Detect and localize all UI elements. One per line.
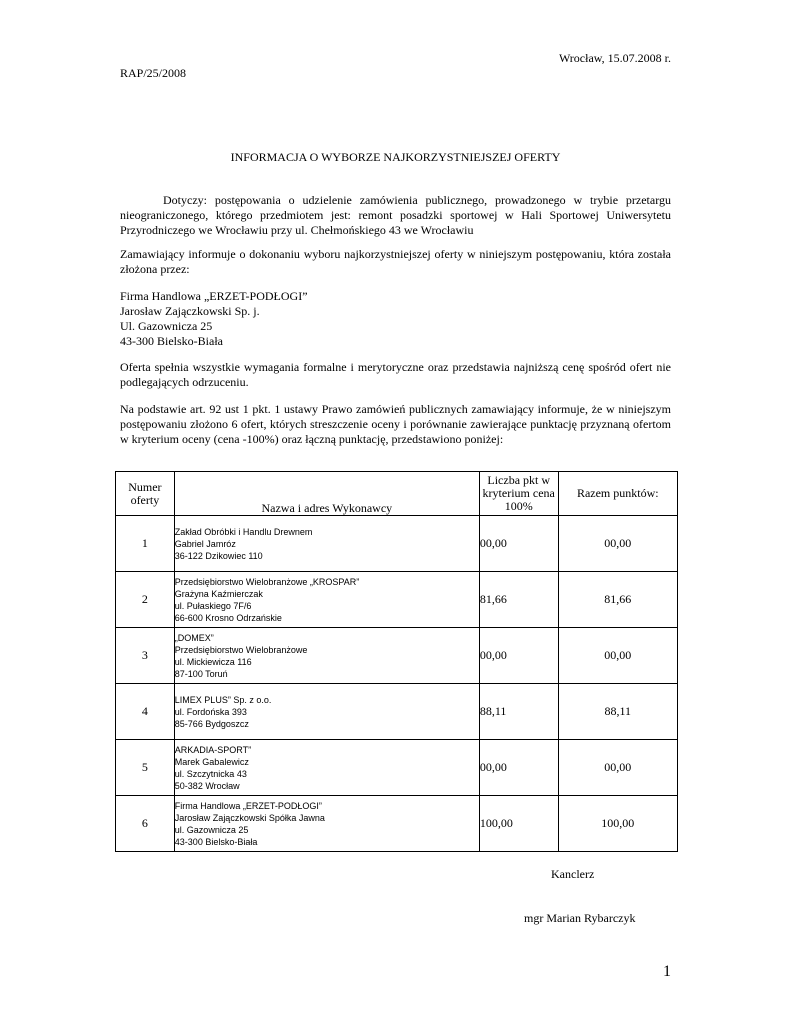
contractor-line: LIMEX PLUS” Sp. z o.o. bbox=[174, 694, 272, 705]
contractor-name-address bbox=[174, 572, 479, 628]
total-points: 00,00 bbox=[558, 740, 677, 796]
winner-line: 43-300 Bielsko-Biała bbox=[120, 334, 223, 348]
table-row bbox=[116, 684, 678, 740]
offers-table bbox=[115, 471, 678, 852]
total-points: 81,66 bbox=[558, 572, 677, 628]
contractor-name-address bbox=[174, 628, 479, 684]
criterion-points: 81,66 bbox=[479, 572, 558, 628]
subject-paragraph: Dotyczy: postępowania o udzielenie zamówienia publicznego, prowadzonego w trybie przetargu nieograniczonego, którego przedmiotem jest: remont posadzki sportowej w Hali Sportowej Uniwersytetu Przyrodniczego we Wrocławiu przy ul. Chełmońskiego 43 we Wrocławiu bbox=[120, 193, 671, 237]
contractor-line: Jarosław Zajączkowski Spółka Jawna bbox=[174, 812, 325, 823]
offer-number: 3 bbox=[116, 628, 175, 684]
document-title: INFORMACJA O WYBORZE NAJKORZYSTNIEJSZEJ OFERTY bbox=[230, 150, 561, 164]
criterion-points: 100,00 bbox=[479, 796, 558, 852]
table-row bbox=[116, 796, 678, 852]
total-points: 00,00 bbox=[558, 516, 677, 572]
winner-address bbox=[120, 289, 308, 349]
contractor-name-address bbox=[174, 796, 479, 852]
table-row bbox=[116, 572, 678, 628]
reference-number: RAP/25/2008 bbox=[120, 66, 187, 80]
header-total: Razem punktów: bbox=[558, 472, 677, 516]
table-header-row bbox=[116, 472, 678, 516]
contractor-line: 43-300 Bielsko-Biała bbox=[174, 836, 258, 847]
compliance-paragraph: Oferta spełnia wszystkie wymagania formalne i merytoryczne oraz przedstawia najniższą cenę spośród ofert nie podlegających odrzuceniu. bbox=[120, 360, 671, 389]
criterion-points: 00,00 bbox=[479, 628, 558, 684]
winner-line: Jarosław Zajączkowski Sp. j. bbox=[120, 304, 260, 318]
table-row bbox=[116, 740, 678, 796]
contractor-line: Zakład Obróbki i Handlu Drewnem bbox=[174, 526, 313, 537]
contractor-name-address bbox=[174, 740, 479, 796]
document-date: Wrocław, 15.07.2008 r. bbox=[558, 51, 671, 65]
offer-number: 6 bbox=[116, 796, 175, 852]
winner-line: Ul. Gazownicza 25 bbox=[120, 319, 213, 333]
header-number: Numer oferty bbox=[116, 472, 175, 516]
contractor-line: ul. Gazownicza 25 bbox=[174, 824, 249, 835]
contractor-line: Przedsiębiorstwo Wielobranżowe „KROSPAR” bbox=[174, 576, 360, 587]
winner-line: Firma Handlowa „ERZET-PODŁOGI” bbox=[120, 289, 308, 303]
page-number: 1 bbox=[663, 963, 671, 980]
offer-number: 5 bbox=[116, 740, 175, 796]
header-name: Nazwa i adres Wykonawcy bbox=[174, 472, 479, 516]
total-points: 88,11 bbox=[558, 684, 677, 740]
contractor-line: ul. Szczytnicka 43 bbox=[174, 768, 247, 779]
total-points: 100,00 bbox=[558, 796, 677, 852]
criterion-points: 88,11 bbox=[479, 684, 558, 740]
table-row bbox=[116, 628, 678, 684]
contractor-line: ARKADIA-SPORT” bbox=[174, 744, 252, 755]
criterion-points: 00,00 bbox=[479, 740, 558, 796]
contractor-line: 36-122 Dzikowiec 110 bbox=[174, 550, 263, 561]
offer-number: 2 bbox=[116, 572, 175, 628]
contractor-line: 66-600 Krosno Odrzańskie bbox=[174, 612, 282, 623]
contractor-name-address bbox=[174, 684, 479, 740]
contractor-line: Przedsiębiorstwo Wielobranżowe bbox=[174, 644, 308, 655]
table-row bbox=[116, 516, 678, 572]
contractor-line: ul. Pułaskiego 7F/6 bbox=[174, 600, 252, 611]
header-points: Liczba pkt w kryterium cena 100% bbox=[479, 472, 558, 516]
contractor-line: 85-766 Bydgoszcz bbox=[174, 718, 249, 729]
contractor-line: 87-100 Toruń bbox=[174, 668, 228, 679]
contractor-line: Grażyna Kaźmierczak bbox=[174, 588, 263, 599]
contractor-line: ul. Mickiewicza 116 bbox=[174, 656, 252, 667]
contractor-line: ul. Fordońska 393 bbox=[174, 706, 247, 717]
contractor-line: Marek Gabalewicz bbox=[174, 756, 249, 767]
legal-paragraph: Na podstawie art. 92 ust 1 pkt. 1 ustawy Prawo zamówień publicznych zamawiający informuje, że w niniejszym postępowaniu złożono 6 ofert, których streszczenie oceny i porównanie zawierające punktację przyznaną ofertom w kryterium oceny (cena -100%) oraz łączną punktację, przedstawiono poniżej: bbox=[120, 402, 671, 446]
info-paragraph: Zamawiający informuje o dokonaniu wyboru najkorzystniejszej oferty w niniejszym postępowaniu, która została złożona przez: bbox=[120, 247, 671, 276]
contractor-name-address bbox=[174, 516, 479, 572]
contractor-line: Gabriel Jamróz bbox=[174, 538, 236, 549]
contractor-line: „DOMEX” bbox=[174, 632, 214, 643]
contractor-line: Firma Handlowa „ERZET-PODŁOGI” bbox=[174, 800, 322, 811]
total-points: 00,00 bbox=[558, 628, 677, 684]
offer-number: 4 bbox=[116, 684, 175, 740]
contractor-line: 50-382 Wrocław bbox=[174, 780, 240, 791]
signature-name: mgr Marian Rybarczyk bbox=[524, 911, 636, 925]
offer-number: 1 bbox=[116, 516, 175, 572]
signature-role: Kanclerz bbox=[551, 867, 595, 881]
criterion-points: 00,00 bbox=[479, 516, 558, 572]
